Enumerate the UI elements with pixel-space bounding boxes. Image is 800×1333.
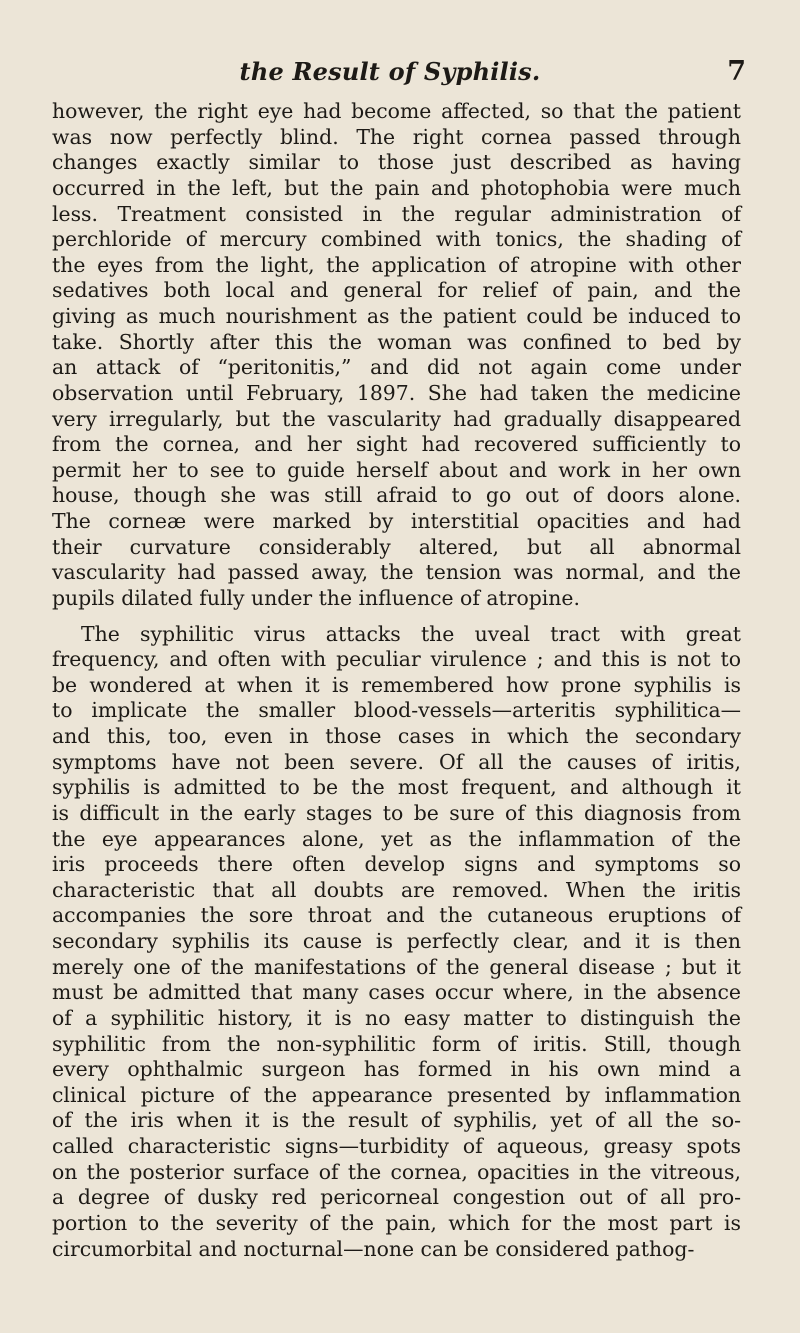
text-line: secondary syphilis its cause is perfectly clear, and it is then	[52, 929, 741, 953]
text-line: iris proceeds there often develop signs and symptoms so	[52, 852, 741, 877]
text-line: of a syphilitic history, it is no easy matter to distinguish the	[52, 1005, 741, 1030]
text-line: take. Shortly after this the woman was confined to bed by	[52, 329, 741, 354]
paragraph-2	[52, 622, 741, 1263]
text-line: portion to the severity of the pain, which for the most part is	[52, 1210, 741, 1235]
text-line: symptoms have not been severe. Of all the causes of iritis,	[52, 749, 741, 774]
text-line: accompanies the sore throat and the cutaneous eruptions of	[52, 903, 741, 928]
text-line: permit her to see to guide herself about and work in her own	[52, 457, 741, 482]
text-line: sedatives both local and general for relief of pain, and the	[52, 278, 741, 303]
body-text	[52, 99, 741, 1262]
text-line: observation until February, 1897. She had taken the medicine	[52, 380, 741, 405]
text-line: is difficult in the early stages to be sure of this diagnosis from	[52, 800, 741, 825]
text-line: syphilitic from the non-syphilitic form of iritis. Still, though	[52, 1031, 741, 1056]
text-line: merely one of the manifestations of the general disease ; but it	[52, 954, 741, 979]
page-number: 7	[727, 56, 746, 87]
text-line: their curvature considerably altered, but all abnormal	[52, 534, 741, 559]
text-line: pupils dilated fully under the influence of atropine.	[52, 585, 580, 610]
text-line: giving as much nourishment as the patient could be induced to	[52, 304, 741, 328]
text-line: the eye appearances alone, yet as the inflammation of the	[52, 826, 741, 851]
text-line: be wondered at when it is remembered how prone syphilis is	[52, 672, 741, 697]
text-line: of the iris when it is the result of syphilis, yet of all the so-	[52, 1108, 741, 1133]
text-line: to implicate the smaller blood-vessels—arteritis syphilitica—	[52, 698, 741, 723]
text-line: a degree of dusky red pericorneal congestion out of all pro-	[52, 1185, 741, 1210]
text-line: house, though she was still afraid to go out of doors alone.	[52, 483, 741, 508]
text-line: less. Treatment consisted in the regular administration of	[52, 201, 741, 226]
text-line: from the cornea, and her sight had recovered sufficiently to	[52, 432, 741, 457]
text-line: The syphilitic virus attacks the uveal tract with great	[81, 621, 741, 646]
text-line: vascularity had passed away, the tension was normal, and the	[52, 560, 741, 585]
text-line: every ophthalmic surgeon has formed in his own mind a	[52, 1057, 741, 1082]
text-line: must be admitted that many cases occur where, in the absence	[52, 980, 741, 1005]
text-line: very irregularly, but the vascularity had gradually disappeared	[52, 406, 741, 431]
text-line: was now perfectly blind. The right cornea passed through	[52, 124, 741, 149]
text-line: syphilis is admitted to be the most frequent, and although it	[52, 775, 741, 800]
paragraph-1	[52, 99, 741, 612]
text-line: circumorbital and nocturnal—none can be considered pathog-	[52, 1236, 695, 1261]
text-line: characteristic that all doubts are removed. When the iritis	[52, 877, 741, 902]
text-line: changes exactly similar to those just described as having	[52, 150, 741, 175]
text-line: The corneæ were marked by interstitial opacities and had	[52, 509, 741, 533]
text-line: clinical picture of the appearance presented by inflammation	[52, 1082, 741, 1107]
text-line: the eyes from the light, the application of atropine with other	[52, 252, 741, 277]
text-line: called characteristic signs—turbidity of aqueous, greasy spots	[52, 1134, 741, 1158]
text-line: on the posterior surface of the cornea, opacities in the vitreous,	[52, 1159, 741, 1184]
text-line: and this, too, even in those cases in which the secondary	[52, 724, 741, 748]
running-head	[40, 55, 746, 89]
text-line: an attack of “peritonitis,” and did not again come under	[52, 355, 741, 380]
text-line: frequency, and often with peculiar virulence ; and this is not to	[52, 647, 741, 672]
text-line: perchloride of mercury combined with tonics, the shading of	[52, 227, 741, 252]
text-line: however, the right eye had become affected, so that the patient	[52, 99, 741, 123]
text-line: occurred in the left, but the pain and photophobia were much	[52, 175, 741, 200]
running-title: the Result of Syphilis.	[239, 57, 541, 86]
